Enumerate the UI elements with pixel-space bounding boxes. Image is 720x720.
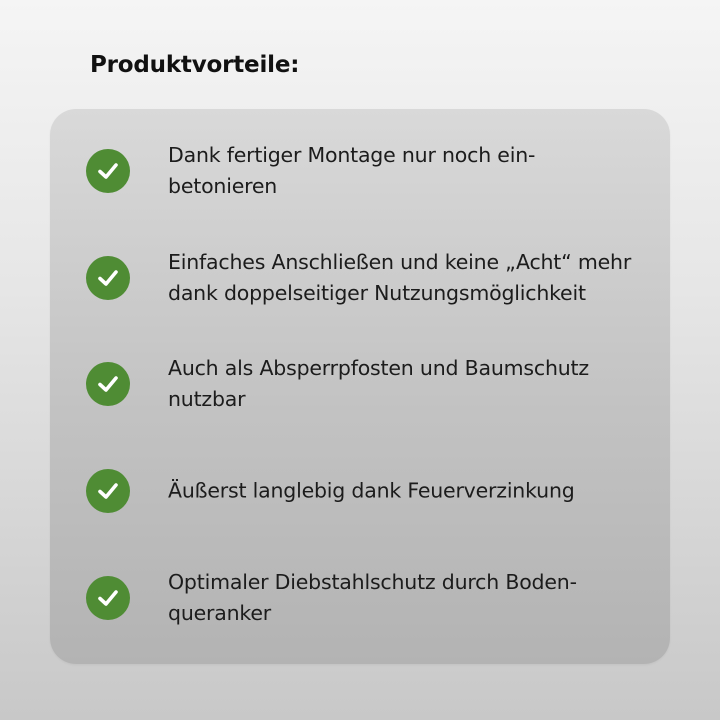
benefit-item <box>50 344 670 424</box>
benefit-text: Dank fertiger Montage nur noch ein- betonieren <box>168 143 536 198</box>
check-icon <box>86 469 130 513</box>
benefit-text: Einfaches Anschließen und keine „Acht“ mehr dank doppelseitiger Nutzungsmöglichkeit <box>168 250 632 305</box>
benefit-text: Optimaler Diebstahlschutz durch Boden- queranker <box>168 570 577 625</box>
benefit-item <box>50 451 670 531</box>
benefits-card <box>50 109 670 664</box>
check-icon <box>86 362 130 406</box>
benefit-text: Auch als Absperrpfosten und Baumschutz nutzbar <box>168 356 589 411</box>
check-icon <box>86 576 130 620</box>
page-title: Produktvorteile: <box>90 52 300 78</box>
benefit-text: Äußerst langlebig dank Feuerverzinkung <box>168 478 575 503</box>
benefit-item <box>50 131 670 211</box>
check-icon <box>86 256 130 300</box>
benefit-item <box>50 238 670 318</box>
check-icon <box>86 149 130 193</box>
benefit-item <box>50 558 670 638</box>
